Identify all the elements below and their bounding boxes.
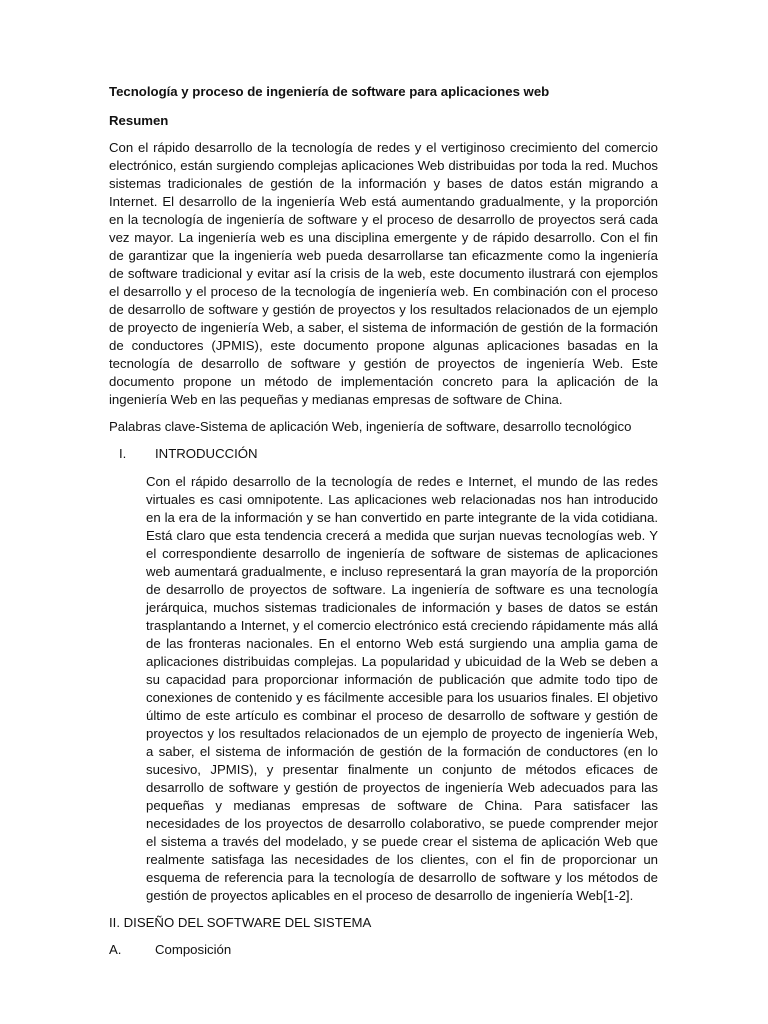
section-title: INTRODUCCIÓN [155,446,258,461]
subsection-title: Composición [155,942,232,957]
section-heading-system-design: II. DISEÑO DEL SOFTWARE DEL SISTEMA [109,915,372,930]
keywords-line: Palabras clave-Sistema de aplicación Web, ingeniería de software, desarrollo tecnológico [109,419,632,434]
section-heading-introduction [109,445,658,463]
subsection-heading-composition [109,941,658,959]
abstract-heading: Resumen [109,113,169,128]
subsection-number: A. [109,942,122,957]
introduction-paragraph: Con el rápido desarrollo de la tecnología de redes e Internet, el mundo de las redes virtuales es casi omnipotente. Las aplicaciones web relacionadas nos han introducido en la era de la información y se han convertido en parte integrante de la vida cotidiana. Está claro que esta tendencia crecerá a medida que surjan nuevas tecnologías web. Y el correspondiente desarrollo de ingeniería de software de sistemas de aplicaciones web aumentará gradualmente, e incluso representará la gran mayoría de la proporción de desarrollo de proyectos de software. La ingeniería de software es una tecnología jerárquica, muchos sistemas tradicionales de información y bases de datos se están trasplantando a Internet, y el comercio electrónico está creciendo rápidamente más allá de las fronteras nacionales. En el entorno Web está surgiendo una amplia gama de aplicaciones distribuidas complejas. La popularidad y ubicuidad de la Web se deben a su capacidad para proporcionar información de publicación que admite todo tipo de conexiones de contenido y es fácilmente accesible para los usuarios finales. El objetivo último de este artículo es combinar el proceso de desarrollo de software y gestión de proyectos y los resultados relacionados de un ejemplo de proyecto de ingeniería Web, a saber, el sistema de información de gestión de la formación de conductores (en lo sucesivo, JPMIS), y presentar finalmente un conjunto de métodos eficaces de desarrollo de software y gestión de proyectos de ingeniería Web adecuados para las pequeñas y medianas empresas de software de China. Para satisfacer las necesidades de los proyectos de desarrollo colaborativo, se puede comprender mejor el sistema a través del modelado, y se puede crear el sistema de aplicación Web que realmente satisfaga las necesidades de los clientes, con el fin de proporcionar un esquema de referencia para la tecnología de desarrollo de software y los métodos de gestión de proyectos aplicables en el proceso de desarrollo de ingeniería Web[1-2]. [146,474,658,903]
document-title: Tecnología y proceso de ingeniería de software para aplicaciones web [109,84,550,99]
document-page [109,83,658,959]
section-number: I. [119,446,127,461]
abstract-paragraph: Con el rápido desarrollo de la tecnología de redes y el vertiginoso crecimiento del comercio electrónico, están surgiendo complejas aplicaciones Web distribuidas por toda la red. Muchos sistemas tradicionales de gestión de la información y bases de datos están migrando a Internet. El desarrollo de la ingeniería Web está aumentando gradualmente, y la proporción en la tecnología de ingeniería de software y el proceso de desarrollo de proyectos será cada vez mayor. La ingeniería web es una disciplina emergente y de rápido desarrollo. Con el fin de garantizar que la ingeniería web pueda desarrollarse tan eficazmente como la ingeniería de software tradicional y evitar así la crisis de la web, este documento ilustrará con ejemplos el desarrollo y el proceso de la tecnología de ingeniería web. En combinación con el proceso de desarrollo de software y gestión de proyectos y los resultados relacionados de un ejemplo de proyecto de ingeniería Web, a saber, el sistema de información de gestión de la formación de conductores (JPMIS), este documento propone algunas aplicaciones basadas en la tecnología de desarrollo de software y gestión de proyectos de ingeniería Web. Este documento propone un método de implementación concreto para la aplicación de la ingeniería Web en las pequeñas y medianas empresas de software de China. [109,140,658,407]
